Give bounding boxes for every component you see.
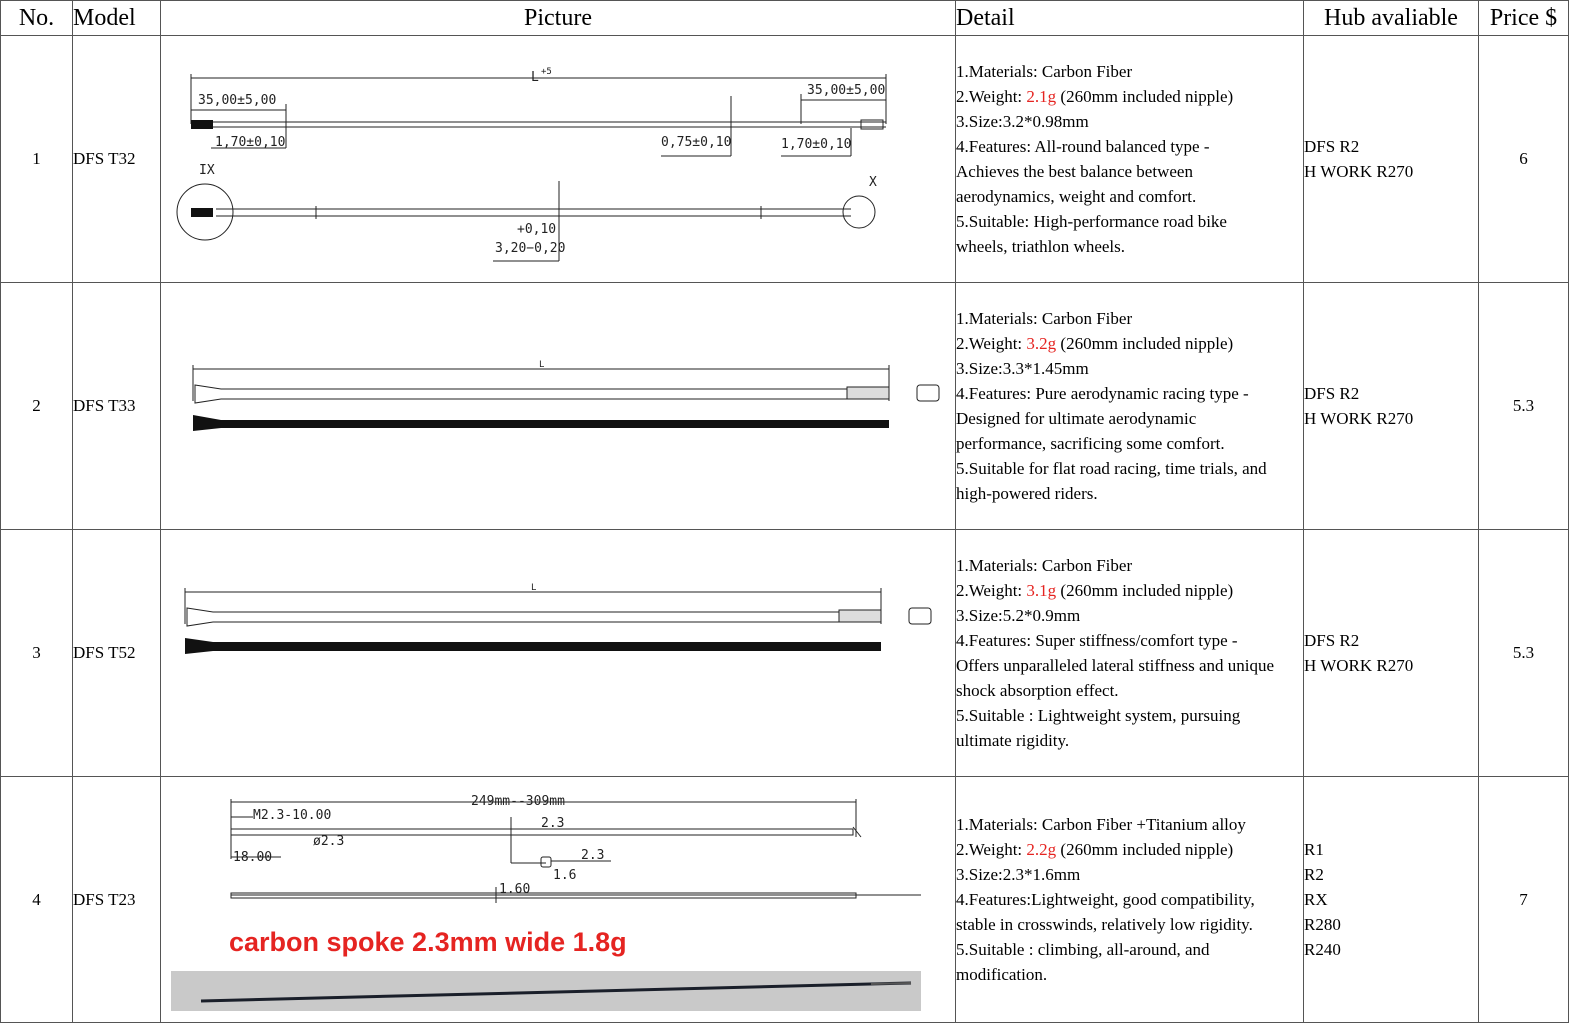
detail-features: shock absorption effect. [956, 681, 1119, 700]
view-ix-label: IX [199, 163, 215, 178]
spoke-black [185, 638, 881, 654]
detail-features: 4.Features: Super stiffness/comfort type - [956, 631, 1238, 650]
detail-suitable: high-powered riders. [956, 484, 1098, 503]
dim-total: L [531, 70, 539, 85]
hub-item: R1 [1304, 840, 1324, 859]
detail-materials: 1.Materials: Carbon Fiber +Titanium alloy [956, 815, 1246, 834]
spoke-detail [956, 530, 1304, 777]
header-price: Price $ [1479, 1, 1569, 36]
hub-item: R280 [1304, 915, 1341, 934]
hub-item: R240 [1304, 940, 1341, 959]
hub-item: H WORK R270 [1304, 162, 1414, 181]
technical-drawing-t33 [161, 283, 956, 529]
dim-right-length: 35,00±5,00 [807, 83, 886, 98]
dim-head-width: 2.3 [581, 848, 605, 863]
detail-features: 4.Features: Pure aerodynamic racing type - [956, 384, 1249, 403]
header-detail: Detail [956, 1, 1304, 36]
model-name: DFS T33 [73, 283, 161, 530]
hub-item: DFS R2 [1304, 137, 1360, 156]
hub-item: DFS R2 [1304, 384, 1360, 403]
spoke-detail [956, 777, 1304, 1023]
nipple-detail [191, 208, 213, 217]
dim-thread-len: 18.00 [233, 850, 273, 865]
hub-item: RX [1304, 890, 1328, 909]
detail-suitable: 5.Suitable for flat road racing, time trials, and [956, 459, 1267, 478]
table-row [1, 36, 1569, 283]
detail-features: stable in crosswinds, relatively low rigidity. [956, 915, 1253, 934]
row-number: 2 [1, 283, 73, 530]
hub-item: R2 [1304, 865, 1324, 884]
header-model: Model [73, 1, 161, 36]
dim-top-width: 2.3 [541, 816, 565, 831]
table-row [1, 283, 1569, 530]
dim-head-thick: 1.6 [553, 868, 577, 883]
spoke-photo [171, 971, 921, 1011]
detail-size: 3.Size:2.3*1.6mm [956, 865, 1081, 884]
hub-list [1304, 530, 1479, 777]
detail-size: 3.Size:3.3*1.45mm [956, 359, 1089, 378]
row-number: 4 [1, 777, 73, 1023]
spoke-drawing [161, 283, 956, 530]
header-picture: Picture [161, 1, 956, 36]
price: 5.3 [1479, 283, 1569, 530]
detail-weight: 2.Weight: 2.2g (260mm included nipple) [956, 840, 1234, 859]
detail-suitable: modification. [956, 965, 1048, 984]
spoke-drawing [161, 777, 956, 1023]
dim-total: L [539, 360, 545, 370]
dim-left-length: 35,00±5,00 [198, 93, 277, 108]
header-hub: Hub avaliable [1304, 1, 1479, 36]
detail-suitable: ultimate rigidity. [956, 731, 1070, 750]
detail-features: Achieves the best balance between [956, 162, 1193, 181]
detail-materials: 1.Materials: Carbon Fiber [956, 62, 1133, 81]
view-x-label: X [869, 175, 877, 190]
price: 5.3 [1479, 530, 1569, 777]
dim-total: L [531, 583, 537, 593]
detail-suitable: 5.Suitable: High-performance road bike [956, 212, 1227, 231]
dim-mid-dia: 0,75±0,10 [661, 135, 732, 150]
hub-item: H WORK R270 [1304, 656, 1414, 675]
detail-features: aerodynamics, weight and comfort. [956, 187, 1197, 206]
model-name: DFS T23 [73, 777, 161, 1023]
dim-right-dia: 1,70±0,10 [781, 137, 852, 152]
dim-diameter: ø2.3 [313, 834, 345, 849]
header-row [1, 1, 1569, 36]
dim-total-tol: +5 [541, 67, 552, 77]
nipple-right [861, 120, 883, 129]
detail-suitable: 5.Suitable : Lightweight system, pursuing [956, 706, 1241, 725]
detail-size: 3.Size:5.2*0.9mm [956, 606, 1081, 625]
dim-length: 249mm--309mm [471, 794, 565, 809]
hub-list [1304, 36, 1479, 283]
dim-thickness: 1.60 [499, 882, 531, 897]
table-row [1, 777, 1569, 1023]
detail-weight: 2.Weight: 2.1g (260mm included nipple) [956, 87, 1234, 106]
detail-features: 4.Features:Lightweight, good compatibility, [956, 890, 1255, 909]
hub-list [1304, 283, 1479, 530]
nipple-left [191, 120, 213, 129]
weight-value: 2.2g [1026, 840, 1057, 859]
weight-value: 3.2g [1026, 334, 1057, 353]
detail-features: Offers unparalleled lateral stiffness and unique [956, 656, 1275, 675]
dim-width-tol: +0,10 [517, 222, 557, 237]
spoke-detail [956, 36, 1304, 283]
table-row [1, 530, 1569, 777]
detail-weight: 2.Weight: 3.1g (260mm included nipple) [956, 581, 1234, 600]
technical-drawing-t32 [161, 36, 956, 282]
spoke-detail [956, 283, 1304, 530]
detail-features: performance, sacrificing some comfort. [956, 434, 1225, 453]
detail-materials: 1.Materials: Carbon Fiber [956, 309, 1133, 328]
header-no: No. [1, 1, 73, 36]
hub-item: DFS R2 [1304, 631, 1360, 650]
dim-left-dia: 1,70±0,10 [215, 135, 286, 150]
row-number: 1 [1, 36, 73, 283]
spoke-caption: carbon spoke 2.3mm wide 1.8g [229, 927, 627, 957]
hub-list [1304, 777, 1479, 1023]
detail-size: 3.Size:3.2*0.98mm [956, 112, 1089, 131]
technical-drawing-t52 [161, 530, 956, 776]
weight-value: 2.1g [1026, 87, 1057, 106]
detail-materials: 1.Materials: Carbon Fiber [956, 556, 1133, 575]
model-name: DFS T52 [73, 530, 161, 777]
dim-width: 3,20−0,20 [495, 241, 566, 256]
spoke-photo-image [171, 971, 921, 1011]
detail-features: Designed for ultimate aerodynamic [956, 409, 1197, 428]
spoke-black [193, 415, 889, 431]
weight-value: 3.1g [1026, 581, 1057, 600]
spoke-drawing [161, 36, 956, 283]
model-name: DFS T32 [73, 36, 161, 283]
detail-suitable: wheels, triathlon wheels. [956, 237, 1126, 256]
dim-thread: M2.3-10.00 [253, 808, 332, 823]
price: 7 [1479, 777, 1569, 1023]
row-number: 3 [1, 530, 73, 777]
detail-weight: 2.Weight: 3.2g (260mm included nipple) [956, 334, 1234, 353]
detail-suitable: 5.Suitable : climbing, all-around, and [956, 940, 1210, 959]
detail-features: 4.Features: All-round balanced type - [956, 137, 1210, 156]
spoke-drawing [161, 530, 956, 777]
hub-item: H WORK R270 [1304, 409, 1414, 428]
price: 6 [1479, 36, 1569, 283]
